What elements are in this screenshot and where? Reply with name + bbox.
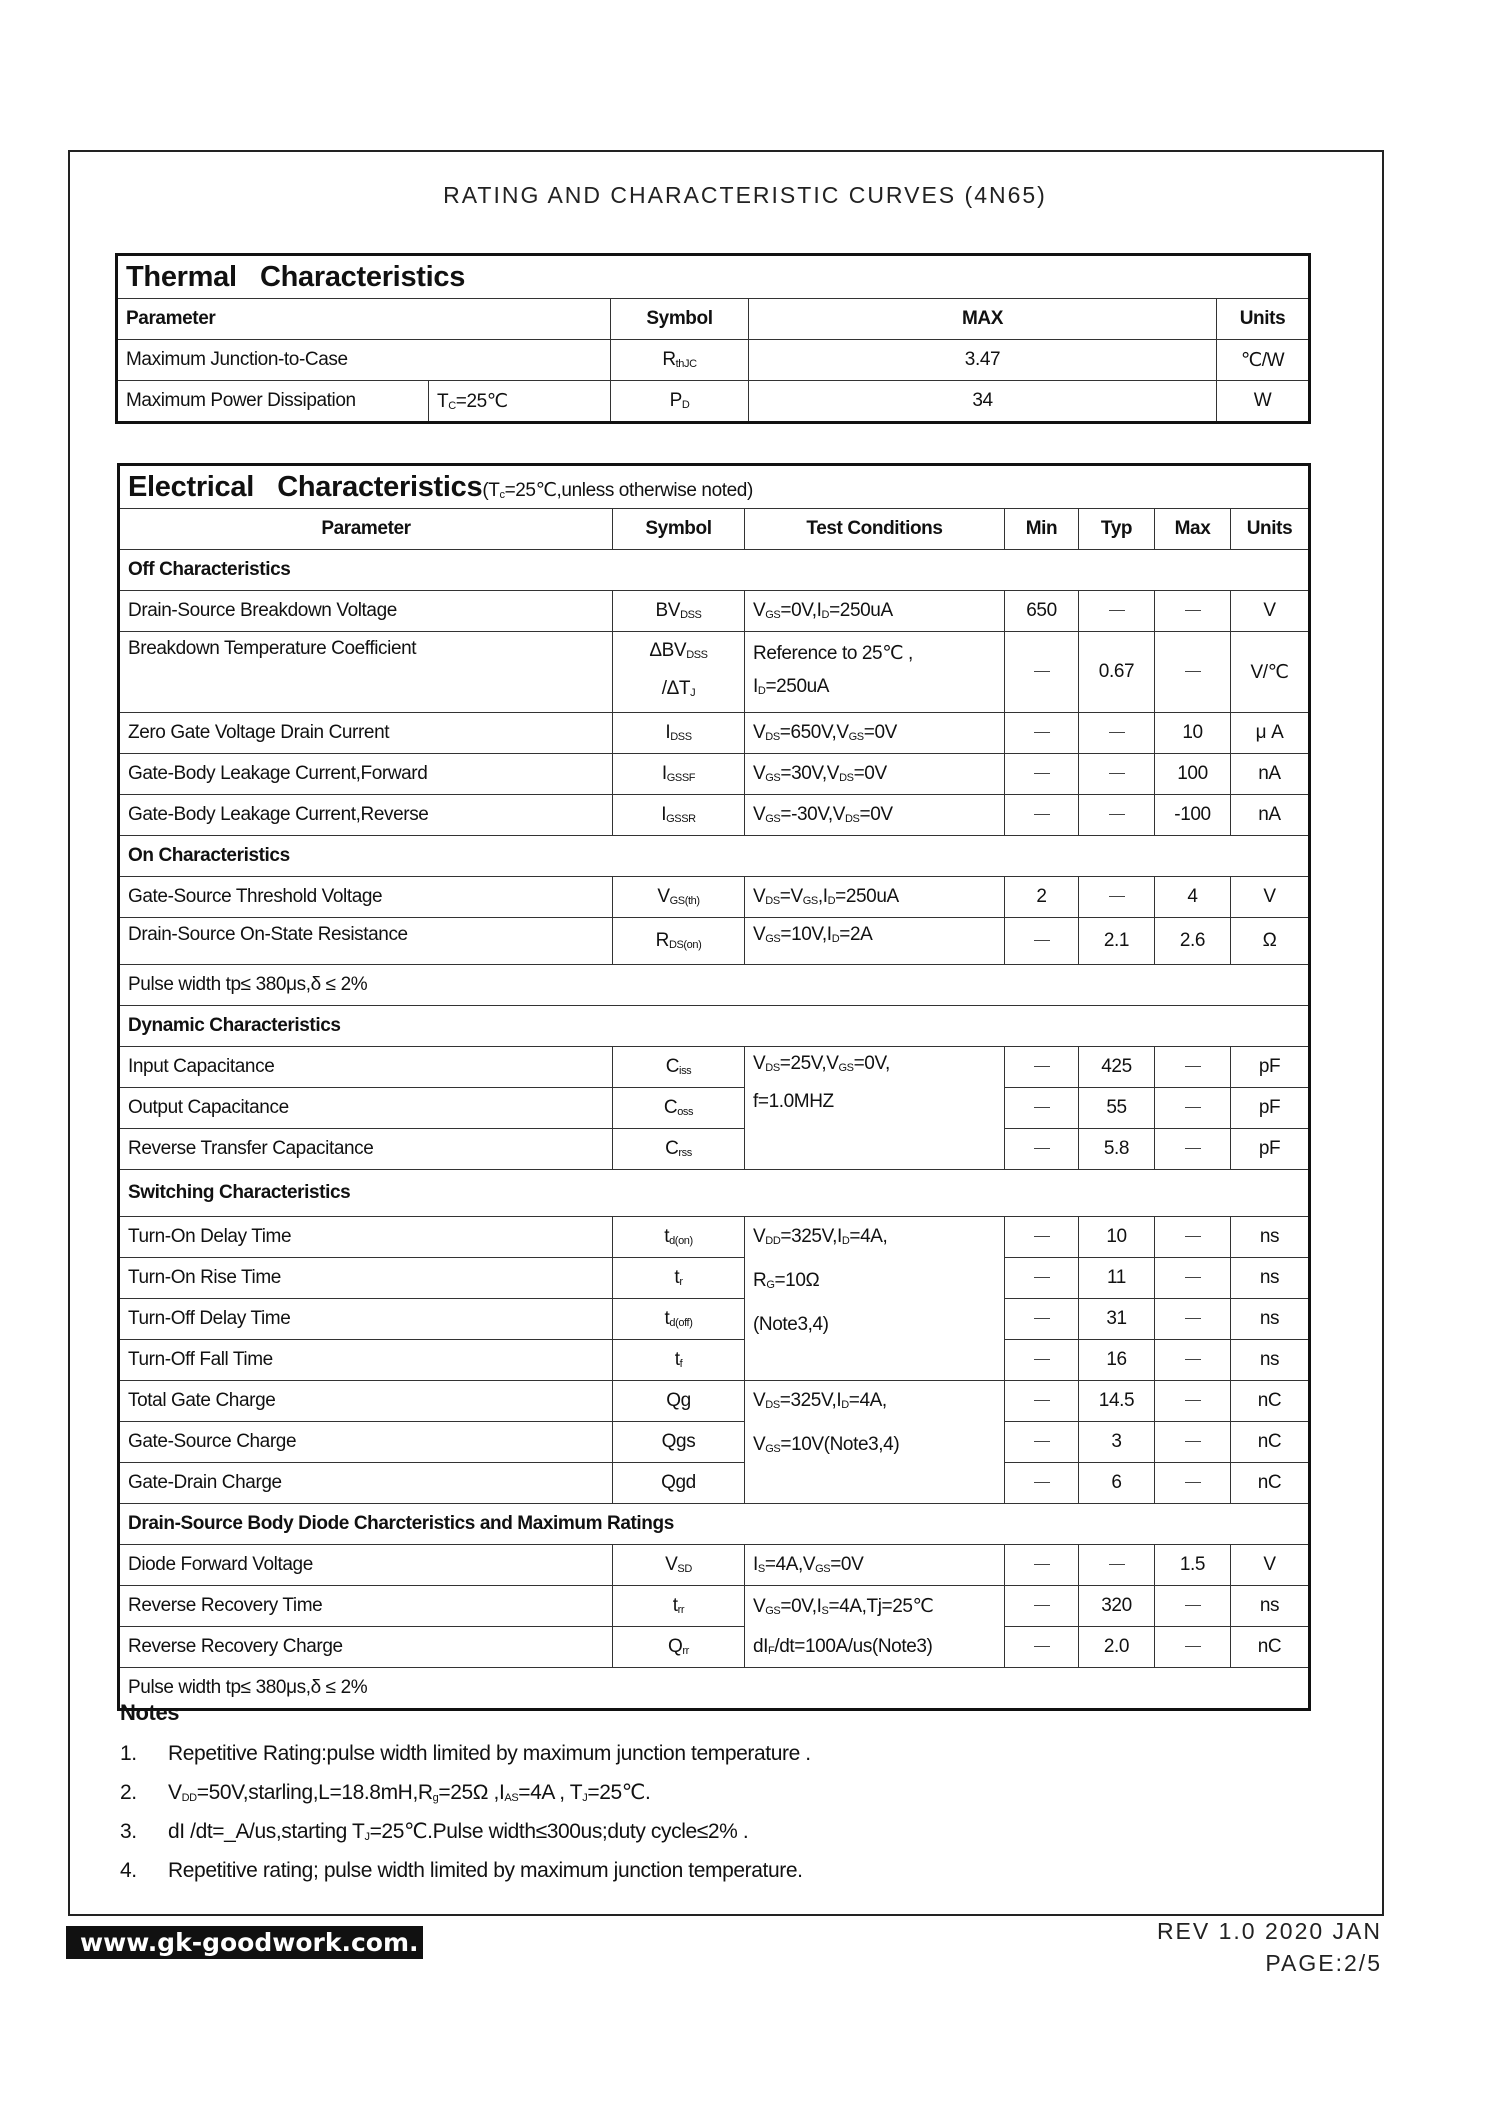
dash-mark <box>1185 1482 1201 1483</box>
electrical-header-row <box>119 509 1310 550</box>
table-row <box>119 1299 1310 1340</box>
units-cell: nC <box>1231 1627 1310 1668</box>
symbol-cell: $R_{thJC}$ <box>611 340 749 381</box>
typ-cell: 0.67 <box>1079 632 1155 713</box>
min-cell <box>1005 1088 1079 1129</box>
header-symbol: Symbol <box>613 509 745 550</box>
max-cell <box>1155 591 1231 632</box>
param-cell: Total Gate Charge <box>119 1381 613 1422</box>
max-cell <box>1155 632 1231 713</box>
units-cell: Ω <box>1231 918 1310 965</box>
table-row <box>119 1129 1310 1170</box>
typ-cell <box>1079 795 1155 836</box>
param-cell: Turn-On Delay Time <box>119 1217 613 1258</box>
electrical-title: Electrical Characteristics <box>128 470 483 503</box>
units-cell: V <box>1231 877 1310 918</box>
symbol-cell: $I_{GSSF}$ <box>613 754 745 795</box>
max-cell <box>1155 1627 1231 1668</box>
max-cell <box>1155 1088 1231 1129</box>
typ-cell <box>1079 591 1155 632</box>
website-link[interactable]: www.gk-goodwork.com. <box>66 1926 423 1959</box>
units-cell: ns <box>1231 1340 1310 1381</box>
dash-mark <box>1185 1148 1201 1149</box>
units-cell: nC <box>1231 1381 1310 1422</box>
electrical-title-cell <box>119 465 1310 509</box>
table-row <box>119 1340 1310 1381</box>
thermal-header-symbol: Symbol <box>611 299 749 340</box>
typ-cell: 425 <box>1079 1047 1155 1088</box>
condition-cell: $V_{GS}=0V,I_S=4A,Tj=25℃$ <box>745 1586 1005 1627</box>
dash-mark <box>1185 671 1201 672</box>
param-cell: Zero Gate Voltage Drain Current <box>119 713 613 754</box>
thermal-header-units: Units <box>1217 299 1310 340</box>
section-on-characteristics: On Characteristics <box>119 836 1310 877</box>
units-cell: ns <box>1231 1586 1310 1627</box>
min-cell <box>1005 754 1079 795</box>
header-units: Units <box>1231 509 1310 550</box>
notes-title: Notes <box>120 1700 180 1725</box>
condition-cell: $V_{GS}=30V,V_{DS}=0V$ <box>745 754 1005 795</box>
min-cell <box>1005 1047 1079 1088</box>
electrical-characteristics-table <box>117 463 1311 1711</box>
dash-mark <box>1109 610 1125 611</box>
units-cell: W <box>1217 381 1310 423</box>
max-cell <box>1155 1586 1231 1627</box>
max-cell: 3.47 <box>749 340 1217 381</box>
pulse-note: Pulse width tp≤ 380μs,δ ≤ 2% <box>119 965 1310 1006</box>
dash-mark <box>1109 814 1125 815</box>
dash-mark <box>1109 732 1125 733</box>
param-cell: Gate-Body Leakage Current,Forward <box>119 754 613 795</box>
dash-mark <box>1185 1318 1201 1319</box>
dash-mark <box>1034 1482 1050 1483</box>
units-cell: V/℃ <box>1231 632 1310 713</box>
max-cell: 34 <box>749 381 1217 423</box>
table-row <box>119 1258 1310 1299</box>
dash-mark <box>1034 1646 1050 1647</box>
units-cell: μ A <box>1231 713 1310 754</box>
min-cell <box>1005 1258 1079 1299</box>
notes-section <box>120 1700 811 1890</box>
max-cell <box>1155 1463 1231 1504</box>
units-cell: V <box>1231 591 1310 632</box>
min-cell: 650 <box>1005 591 1079 632</box>
dash-mark <box>1185 1066 1201 1067</box>
header-max: Max <box>1155 509 1231 550</box>
min-cell <box>1005 713 1079 754</box>
dash-mark <box>1034 1066 1050 1067</box>
min-cell <box>1005 1340 1079 1381</box>
units-cell: pF <box>1231 1047 1310 1088</box>
max-cell <box>1155 1047 1231 1088</box>
max-cell <box>1155 1258 1231 1299</box>
symbol-cell: Qgs <box>613 1422 745 1463</box>
thermal-header-parameter: Parameter <box>117 299 611 340</box>
min-cell <box>1005 1217 1079 1258</box>
dash-mark <box>1185 1277 1201 1278</box>
section-switching-characteristics: Switching Characteristics <box>119 1170 1310 1217</box>
table-row <box>119 877 1310 918</box>
param-cell: Gate-Source Charge <box>119 1422 613 1463</box>
typ-cell: 2.0 <box>1079 1627 1155 1668</box>
dash-mark <box>1185 1236 1201 1237</box>
dash-mark <box>1034 1277 1050 1278</box>
symbol-cell: $I_{GSSR}$ <box>613 795 745 836</box>
max-cell: -100 <box>1155 795 1231 836</box>
max-cell <box>1155 1217 1231 1258</box>
units-cell: nC <box>1231 1463 1310 1504</box>
symbol-cell: $t_r$ <box>613 1258 745 1299</box>
param-cell: Turn-On Rise Time <box>119 1258 613 1299</box>
section-off-characteristics: Off Characteristics <box>119 550 1310 591</box>
symbol-cell: $C_{iss}$ <box>613 1047 745 1088</box>
thermal-title-cell <box>117 255 1310 299</box>
symbol-cell: $t_f$ <box>613 1340 745 1381</box>
symbol-cell: $C_{rss}$ <box>613 1129 745 1170</box>
max-cell: 2.6 <box>1155 918 1231 965</box>
table-row <box>119 918 1310 965</box>
min-cell <box>1005 1463 1079 1504</box>
table-row <box>119 713 1310 754</box>
max-cell <box>1155 1129 1231 1170</box>
symbol-cell: $P_D$ <box>611 381 749 423</box>
param-cell: Drain-Source On-State Resistance <box>119 918 613 965</box>
typ-cell <box>1079 1545 1155 1586</box>
header-typ: Typ <box>1079 509 1155 550</box>
dash-mark <box>1034 1359 1050 1360</box>
dash-mark <box>1034 814 1050 815</box>
condition-cell: $V_{GS}=-30V,V_{DS}=0V$ <box>745 795 1005 836</box>
param-cell: Diode Forward Voltage <box>119 1545 613 1586</box>
param-cell: Turn-Off Delay Time <box>119 1299 613 1340</box>
table-row <box>119 1381 1310 1422</box>
typ-cell: 55 <box>1079 1088 1155 1129</box>
section-diode-characteristics: Drain-Source Body Diode Charcteristics and Maximum Ratings <box>119 1504 1310 1545</box>
revision-info <box>1157 1915 1382 1979</box>
param-cell: Drain-Source Breakdown Voltage <box>119 591 613 632</box>
dash-mark <box>1034 1605 1050 1606</box>
units-cell: nA <box>1231 795 1310 836</box>
typ-cell: 320 <box>1079 1586 1155 1627</box>
condition-cell: $T_C=25℃$ <box>429 381 611 423</box>
max-cell: 1.5 <box>1155 1545 1231 1586</box>
max-cell <box>1155 1340 1231 1381</box>
min-cell: 2 <box>1005 877 1079 918</box>
table-row <box>117 340 1310 381</box>
dash-mark <box>1034 1564 1050 1565</box>
typ-cell <box>1079 754 1155 795</box>
dash-mark <box>1034 1400 1050 1401</box>
param-cell: Gate-Body Leakage Current,Reverse <box>119 795 613 836</box>
units-cell: V <box>1231 1545 1310 1586</box>
condition-cell: $V_{DS}=325V,I_D=4A$, $V_{GS}=10V(Note3,4)$ <box>745 1381 1005 1504</box>
symbol-cell: $C_{oss}$ <box>613 1088 745 1129</box>
typ-cell: 16 <box>1079 1340 1155 1381</box>
max-cell: 4 <box>1155 877 1231 918</box>
param-cell: Breakdown Temperature Coefficient <box>119 632 613 713</box>
min-cell <box>1005 918 1079 965</box>
param-cell: Maximum Power Dissipation <box>117 381 429 423</box>
condition-cell: $V_{GS}=10V,I_D=2A$ <box>745 918 1005 965</box>
min-cell <box>1005 1129 1079 1170</box>
table-row <box>119 1463 1310 1504</box>
units-cell: pF <box>1231 1088 1310 1129</box>
units-cell: pF <box>1231 1129 1310 1170</box>
symbol-cell: $I_{DSS}$ <box>613 713 745 754</box>
param-cell: Reverse Recovery Charge <box>119 1627 613 1668</box>
condition-cell: $dI_F/dt=100A/us(Note3)$ <box>745 1627 1005 1668</box>
param-cell: Turn-Off Fall Time <box>119 1340 613 1381</box>
dash-mark <box>1034 1148 1050 1149</box>
header-min: Min <box>1005 509 1079 550</box>
note-item: 4. Repetitive rating; pulse width limited by maximum junction temperature. <box>120 1859 803 1882</box>
param-cell: Reverse Recovery Time <box>119 1586 613 1627</box>
note-item: 2. $V_{DD}=50V,starling,L=18.8mH,R_g=25\Omega$ $,I_{AS}=4A$ , $T_J=25℃$. <box>120 1781 651 1804</box>
param-cell: Reverse Transfer Capacitance <box>119 1129 613 1170</box>
condition-cell: $V_{DD}=325V,I_D=4A$, $R_G=10\Omega$ (Note3,4) <box>745 1217 1005 1381</box>
typ-cell: 11 <box>1079 1258 1155 1299</box>
typ-cell: 2.1 <box>1079 918 1155 965</box>
dash-mark <box>1185 1400 1201 1401</box>
symbol-cell: $V_{GS(th)}$ <box>613 877 745 918</box>
page-title: RATING AND CHARACTERISTIC CURVES (4N65) <box>443 182 1047 208</box>
condition-cell: $V_{DS}=650V,V_{GS}=0V$ <box>745 713 1005 754</box>
electrical-subtitle: ($T_c=25℃,unless$ otherwise noted) <box>482 479 753 501</box>
max-cell: 10 <box>1155 713 1231 754</box>
dash-mark <box>1034 1441 1050 1442</box>
min-cell <box>1005 795 1079 836</box>
header-parameter: Parameter <box>119 509 613 550</box>
min-cell <box>1005 1299 1079 1340</box>
dash-mark <box>1185 1441 1201 1442</box>
symbol-cell: $Q_{rr}$ <box>613 1627 745 1668</box>
symbol-cell: $\Delta BV_{DSS}$ $/\Delta T_J$ <box>613 632 745 713</box>
table-row <box>119 1217 1310 1258</box>
dash-mark <box>1034 732 1050 733</box>
dash-mark <box>1034 1318 1050 1319</box>
condition-cell: $I_S=4A,V_{GS}=0V$ <box>745 1545 1005 1586</box>
note-item: 1. Repetitive Rating:pulse width limited by maximum junction temperature . <box>120 1742 811 1765</box>
typ-cell: 5.8 <box>1079 1129 1155 1170</box>
max-cell: 100 <box>1155 754 1231 795</box>
units-cell: ns <box>1231 1299 1310 1340</box>
symbol-cell: $BV_{DSS}$ <box>613 591 745 632</box>
table-row <box>119 1545 1310 1586</box>
min-cell <box>1005 1422 1079 1463</box>
typ-cell: 10 <box>1079 1217 1155 1258</box>
min-cell <box>1005 1545 1079 1586</box>
units-cell: ns <box>1231 1258 1310 1299</box>
dash-mark <box>1034 1107 1050 1108</box>
max-cell <box>1155 1381 1231 1422</box>
dash-mark <box>1185 610 1201 611</box>
header-test-conditions: Test Conditions <box>745 509 1005 550</box>
dash-mark <box>1185 1359 1201 1360</box>
dash-mark <box>1034 940 1050 941</box>
param-cell: Input Capacitance <box>119 1047 613 1088</box>
condition-cell: Reference to 25℃ , $I_D=250uA$ <box>745 632 1005 713</box>
units-cell: nA <box>1231 754 1310 795</box>
dash-mark <box>1109 773 1125 774</box>
condition-cell: $V_{DS}=V_{GS},I_D=250uA$ <box>745 877 1005 918</box>
units-cell: nC <box>1231 1422 1310 1463</box>
thermal-header-row <box>117 299 1310 340</box>
max-cell <box>1155 1422 1231 1463</box>
thermal-header-max: MAX <box>749 299 1217 340</box>
dash-mark <box>1109 896 1125 897</box>
symbol-cell: $t_{d(on)}$ <box>613 1217 745 1258</box>
table-row <box>119 754 1310 795</box>
pulse-note: Pulse width tp≤ 380μs,δ ≤ 2% <box>119 1668 1310 1710</box>
dash-mark <box>1185 1646 1201 1647</box>
table-row <box>119 1627 1310 1668</box>
note-item: 3. dI /dt=_A/us,starting $T_J=25℃.Pulse$ width≤300us;duty cycle≤2% . <box>120 1820 749 1843</box>
table-row <box>119 1586 1310 1627</box>
max-cell <box>1155 1299 1231 1340</box>
dash-mark <box>1185 1107 1201 1108</box>
table-row <box>119 795 1310 836</box>
table-row <box>119 1422 1310 1463</box>
condition-cell: $V_{DS}=25V,V_{GS}=0V$, f=1.0MHZ <box>745 1047 1005 1170</box>
dash-mark <box>1034 1236 1050 1237</box>
min-cell <box>1005 632 1079 713</box>
dash-mark <box>1109 1564 1125 1565</box>
section-dynamic-characteristics: Dynamic Characteristics <box>119 1006 1310 1047</box>
symbol-cell: $t_{rr}$ <box>613 1586 745 1627</box>
units-cell: ns <box>1231 1217 1310 1258</box>
typ-cell <box>1079 713 1155 754</box>
symbol-cell: $V_{SD}$ <box>613 1545 745 1586</box>
typ-cell: 14.5 <box>1079 1381 1155 1422</box>
table-row <box>119 1088 1310 1129</box>
units-cell: ℃/W <box>1217 340 1310 381</box>
page-number: PAGE:2/5 <box>1265 1950 1382 1976</box>
typ-cell <box>1079 877 1155 918</box>
thermal-characteristics-table <box>115 253 1311 424</box>
param-cell: Gate-Drain Charge <box>119 1463 613 1504</box>
revision-label: REV 1.0 2020 JAN <box>1156 1918 1382 1944</box>
typ-cell: 6 <box>1079 1463 1155 1504</box>
param-cell: Output Capacitance <box>119 1088 613 1129</box>
symbol-cell: Qg <box>613 1381 745 1422</box>
table-row <box>119 632 1310 713</box>
thermal-title: Thermal Characteristics <box>126 260 466 293</box>
dash-mark <box>1034 671 1050 672</box>
param-cell: Gate-Source Threshold Voltage <box>119 877 613 918</box>
min-cell <box>1005 1627 1079 1668</box>
symbol-cell: Qgd <box>613 1463 745 1504</box>
table-row <box>117 381 1310 423</box>
min-cell <box>1005 1586 1079 1627</box>
symbol-cell: $t_{d(off)}$ <box>613 1299 745 1340</box>
table-row <box>119 1047 1310 1088</box>
dash-mark <box>1185 1605 1201 1606</box>
typ-cell: 3 <box>1079 1422 1155 1463</box>
symbol-cell: $R_{DS(on)}$ <box>613 918 745 965</box>
table-row <box>119 591 1310 632</box>
typ-cell: 31 <box>1079 1299 1155 1340</box>
dash-mark <box>1034 773 1050 774</box>
condition-cell: $V_{GS}=0V,I_D=250uA$ <box>745 591 1005 632</box>
min-cell <box>1005 1381 1079 1422</box>
param-cell: Maximum Junction-to-Case <box>117 340 611 381</box>
